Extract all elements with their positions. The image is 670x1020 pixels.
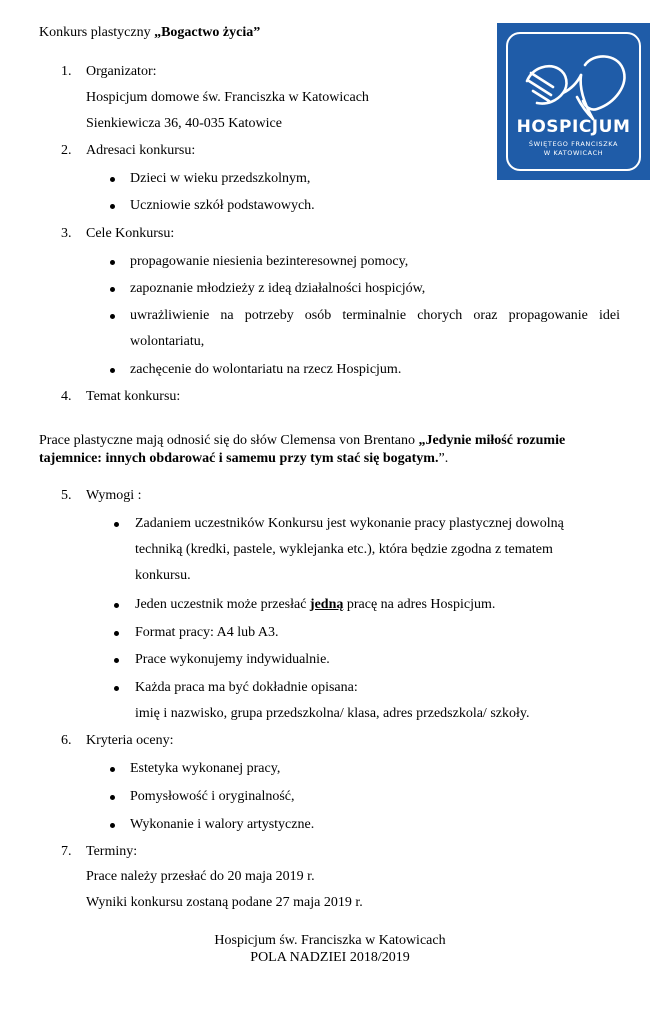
bullet-dot (114, 603, 119, 608)
footer-program: POLA NADZIEI 2018/2019 (250, 950, 410, 965)
section-2-label: Adresaci konkursu: (86, 143, 196, 158)
bullet-dot (110, 314, 115, 319)
section-7-number: 7. (61, 844, 72, 859)
theme-line-1 (39, 432, 565, 450)
bullet-dot (110, 204, 115, 209)
organizer-address: Sienkiewicza 36, 40-035 Katowice (86, 116, 282, 131)
list-item: propagowanie niesienia bezinteresownej pomocy, (130, 254, 409, 269)
list-item: Prace wykonujemy indywidualnie. (135, 652, 330, 667)
list-item: uwrażliwienie na potrzeby osób terminalnie chorych oraz propagowanie idei (130, 308, 620, 323)
document-title (39, 24, 260, 42)
list-item-continuation: wolontariatu, (130, 334, 205, 349)
logo-main-text: HOSPICJUM (516, 117, 631, 137)
list-item-continuation: imię i nazwisko, grupa przedszkolna/ klasa, adres przedszkola/ szkoły. (135, 706, 530, 721)
bullet-dot (110, 823, 115, 828)
theme-quote-part-1: „Jedynie miłość rozumie (418, 433, 566, 448)
section-6-number: 6. (61, 733, 72, 748)
logo-sub-text-2: W KATOWICACH (543, 149, 604, 157)
list-item: Każda praca ma być dokładnie opisana: (135, 680, 358, 695)
list-item (135, 596, 495, 614)
deadline-results: Wyniki konkursu zostaną podane 27 maja 2019 r. (86, 895, 363, 910)
section-4-label: Temat konkursu: (86, 389, 181, 404)
one-work-emphasis: jedną (309, 597, 344, 612)
bullet-dot (110, 795, 115, 800)
list-item: zapoznanie młodzieży z ideą działalności hospicjów, (130, 281, 426, 296)
bullet-dot (114, 686, 119, 691)
list-item: Estetyka wykonanej pracy, (130, 761, 281, 776)
section-3-label: Cele Konkursu: (86, 226, 175, 241)
section-7-label: Terminy: (86, 844, 138, 859)
bullet-dot (110, 260, 115, 265)
logo-sub-text-1: ŚWIĘTEGO FRANCISZKA (528, 140, 619, 148)
theme-quote-end: ”. (438, 451, 449, 466)
title-contest-name: „Bogactwo życia” (154, 25, 261, 40)
list-item: Wykonanie i walory artystyczne. (130, 817, 315, 832)
bullet-dot (114, 658, 119, 663)
list-item: Format pracy: A4 lub A3. (135, 625, 279, 640)
footer-organization: Hospicjum św. Franciszka w Katowicach (214, 933, 446, 948)
one-work-post: pracę na adres Hospicjum. (343, 597, 496, 612)
section-5-label: Wymogi : (86, 488, 142, 503)
theme-line-2 (39, 450, 448, 468)
section-6-label: Kryteria oceny: (86, 733, 174, 748)
bullet-dot (110, 177, 115, 182)
deadline-submission: Prace należy przesłać do 20 maja 2019 r. (86, 869, 315, 884)
section-3-number: 3. (61, 226, 72, 241)
bullet-dot (110, 287, 115, 292)
bullet-dot (114, 522, 119, 527)
list-item: Dzieci w wieku przedszkolnym, (130, 171, 311, 186)
list-item-continuation: techniką (kredki, pastele, wyklejanka etc.), która będzie zgodna z tematem (135, 542, 553, 557)
list-item: Pomysłowość i oryginalność, (130, 789, 295, 804)
list-item: Zadaniem uczestników Konkursu jest wykonanie pracy plastycznej dowolną (135, 516, 564, 531)
section-5-number: 5. (61, 488, 72, 503)
list-item: zachęcenie do wolontariatu na rzecz Hospicjum. (130, 362, 402, 377)
list-item-continuation: konkursu. (135, 568, 191, 583)
section-4-number: 4. (61, 389, 72, 404)
section-1-label: Organizator: (86, 64, 157, 79)
title-prefix: Konkurs plastyczny (39, 25, 155, 40)
bullet-dot (110, 368, 115, 373)
section-2-number: 2. (61, 143, 72, 158)
organizer-name: Hospicjum domowe św. Franciszka w Katowicach (86, 90, 369, 105)
list-item: Uczniowie szkół podstawowych. (130, 198, 315, 213)
theme-quote-part-2: tajemnice: innych obdarować i samemu przy tym stać się bogatym. (39, 451, 439, 466)
theme-intro: Prace plastyczne mają odnosić się do słów Clemensa von Brentano (39, 433, 419, 448)
bullet-dot (114, 631, 119, 636)
section-1-number: 1. (61, 64, 72, 79)
one-work-pre: Jeden uczestnik może przesłać (135, 597, 310, 612)
hospicjum-logo (497, 23, 650, 180)
bullet-dot (110, 767, 115, 772)
